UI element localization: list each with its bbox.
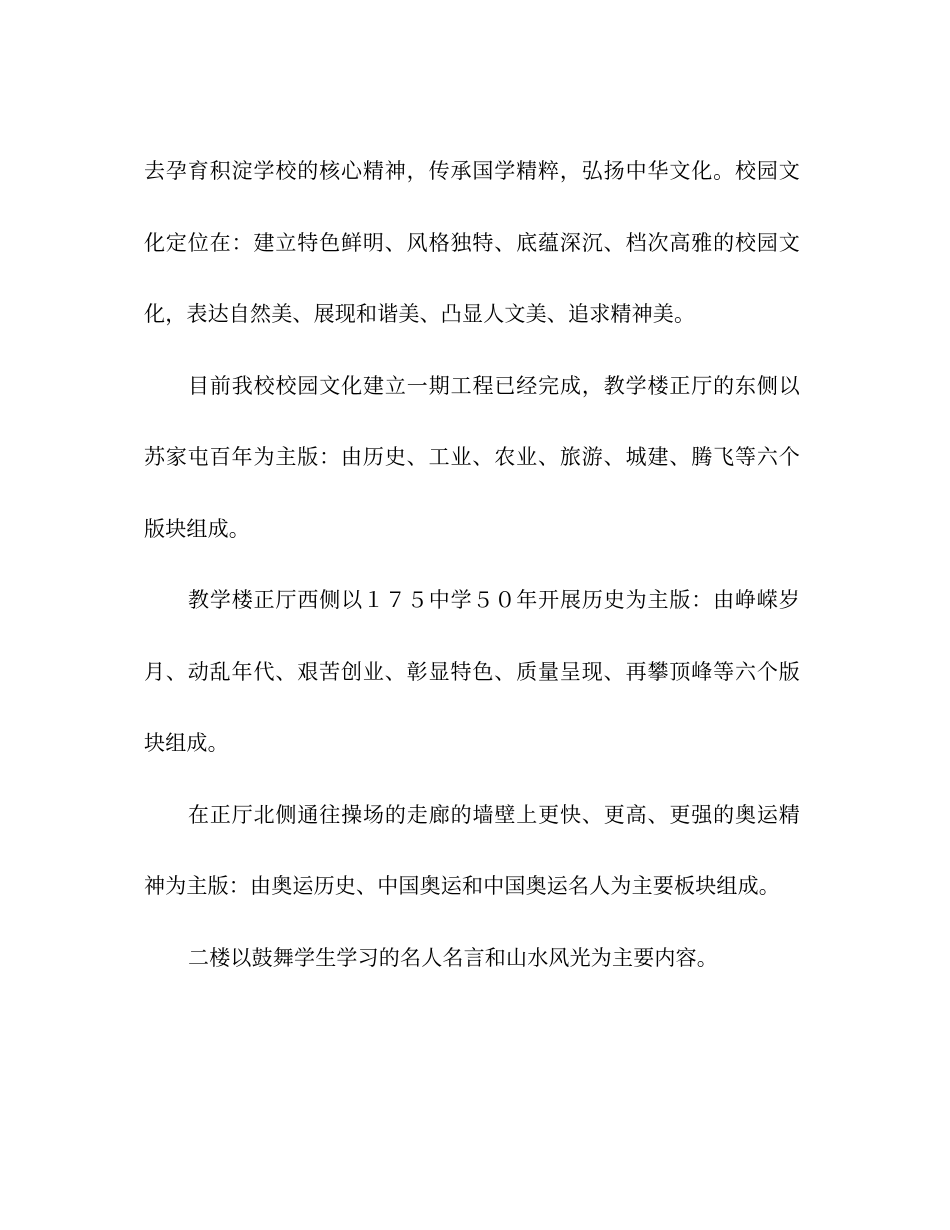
paragraph-west-hall: 教学楼正厅西侧以１７５中学５０年开展历史为主版：由峥嵘岁月、动乱年代、艰苦创业、彰显特色、质量呈现、再攀顶峰等六个版块组成。 (144, 588, 800, 755)
paragraph-second-floor: 二楼以鼓舞学生学习的名人名言和山水风光为主要内容。 (188, 945, 718, 970)
paragraph-olympic-corridor: 在正厅北侧通往操场的走廊的墙壁上更快、更高、更强的奥运精神为主版：由奥运历史、中国奥运和中国奥运名人为主要板块组成。 (144, 802, 800, 898)
paragraph-continuation: 去孕育积淀学校的核心精神，传承国学精粹，弘扬中华文化。校园文化定位在：建立特色鲜明、风格独特、底蕴深沉、档次高雅的校园文化，表达自然美、展现和谐美、凸显人文美、追求精神美。 (144, 159, 800, 326)
paragraph-phase-one: 目前我校校园文化建立一期工程已经完成，教学楼正厅的东侧以苏家屯百年为主版：由历史、工业、农业、旅游、城建、腾飞等六个版块组成。 (144, 373, 800, 541)
document-body (144, 136, 800, 994)
